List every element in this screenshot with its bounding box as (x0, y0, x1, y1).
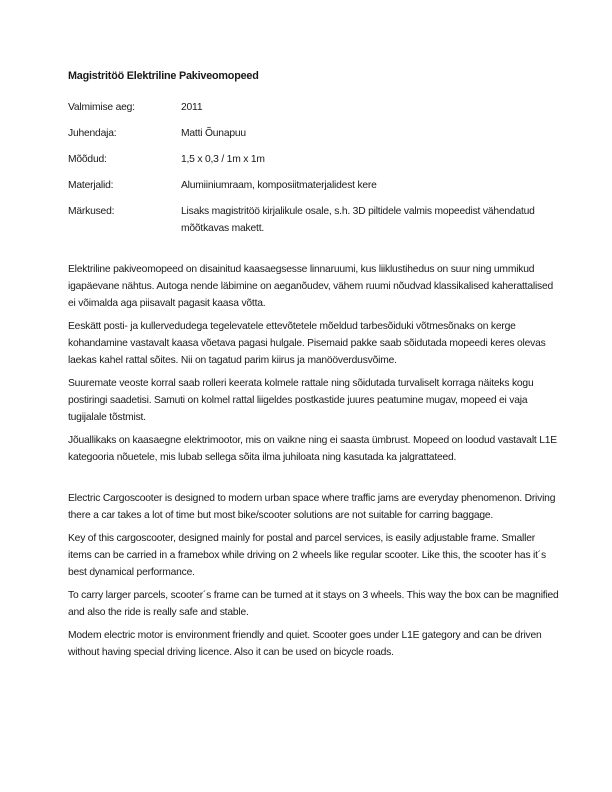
english-section (68, 490, 560, 661)
field-label: Märkused: (68, 206, 115, 217)
paragraph-english: Key of this cargoscooter, designed mainly for postal and parcel services, is easily adjustable frame. Smaller items can be carried in a framebox while driving on 2 wheels like regular scooter. Like this, the scooter has it´s best dynamical performance. (68, 533, 546, 578)
field-label: Valmimise aeg: (68, 102, 135, 113)
field-row-juhendaja (68, 125, 560, 142)
field-label: Materjalid: (68, 180, 114, 191)
field-label: Mõõdud: (68, 154, 107, 165)
field-row-moodud (68, 151, 560, 168)
field-value: Alumiiniumraam, komposiitmaterjalidest kere (181, 180, 377, 191)
estonian-section (68, 261, 560, 466)
paragraph-estonian: Suuremate veoste korral saab rolleri keerata kolmele rattale ning sõidutada turvaliselt korraga näiteks kogu postiringi saadetisi. Samuti on kolmel rattal liigeldes postkastide juures peatumine mugav, mopeed ei vaja tugijalale tõstmist. (68, 378, 534, 423)
field-row-valmimise-aeg (68, 99, 560, 116)
paragraph-estonian: Elektriline pakiveomopeed on disainitud kaasaegsesse linnaruumi, kus liiklustihedus on suur ning ummikud igapäevane nähtus. Autoga nende läbimine on aeganõudev, vähem ruumi nõudvad klassikalised kaherattalised ei võimalda aga piisavalt pagasit kaasa võtta. (68, 264, 554, 309)
paragraph-english: Modem electric motor is environment friendly and quiet. Scooter goes under L1E gategory and can be driven without having special driving licence. Also it can be used on bicycle roads. (68, 630, 542, 658)
field-value: Matti Õunapuu (181, 128, 246, 139)
paragraph-estonian: Jõuallikaks on kaasaegne elektrimootor, mis on vaikne ning ei saasta ümbrust. Mopeed on loodud vastavalt L1E kategooria nõuetele, mis lubab sellega sõita ilma juhiloata ning kasutada ka jalgrattateed. (68, 435, 557, 463)
field-value: 2011 (181, 102, 203, 113)
field-label: Juhendaja: (68, 128, 117, 139)
field-row-materjalid (68, 177, 560, 194)
page-title: Magistritöö Elektriline Pakiveomopeed (68, 70, 259, 82)
paragraph-estonian: Eeskätt posti- ja kullervedudega tegelevatele ettevõtetele mõeldud tarbesõiduki võtmesõnaks on kerge kohandamine vastavalt kaasa võetava pagasi hulgale. Pisemaid pakke saab sõidutada mopeedi keres olevas laekas kahel rattal sõites. Nii on tagatud parim kiirus ja manööverdusvõime. (68, 321, 546, 366)
metadata-fields (68, 99, 560, 237)
paragraph-english: To carry larger parcels, scooter´s frame can be turned at it stays on 3 wheels. This way the box can be magnified and also the ride is really safe and stable. (68, 590, 559, 618)
field-value: 1,5 x 0,3 / 1m x 1m (181, 154, 265, 165)
field-value: Lisaks magistritöö kirjalikule osale, s.h. 3D piltidele valmis mopeedist vähendatud mõõtkavas makett. (181, 206, 535, 234)
paragraph-english: Electric Cargoscooter is designed to modern urban space where traffic jams are everyday phenomenon. Driving there a car takes a lot of time but most bike/scooter solutions are not suitable for carring baggage. (68, 493, 556, 521)
field-row-markused (68, 203, 560, 237)
